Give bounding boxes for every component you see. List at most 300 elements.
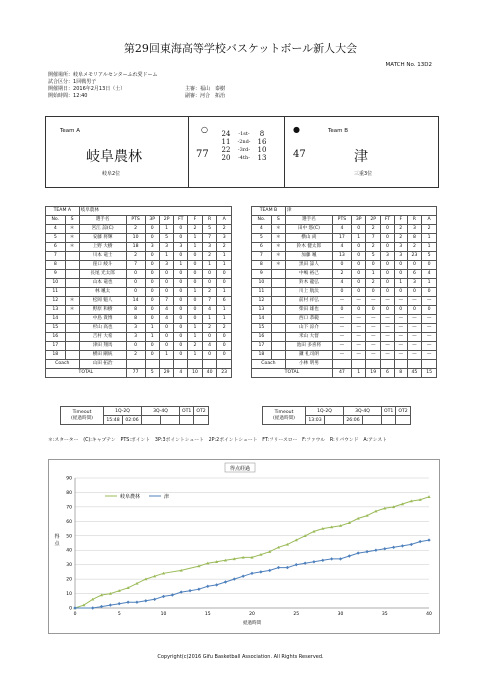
player-stat: 0 [174, 288, 188, 297]
player-stat: 0 [351, 279, 365, 288]
player-stat: ＊ [65, 306, 79, 315]
player-name: 横田 剛統 [79, 351, 126, 360]
venue-label: 開催場所 [48, 72, 69, 78]
data-point [303, 562, 306, 565]
player-stat: 4 [332, 279, 351, 288]
timeout-h4: OT2 [396, 407, 410, 416]
player-stat: 2 [394, 234, 407, 243]
player-stat: 2 [366, 243, 381, 252]
team-label: TEAM A [46, 207, 80, 216]
player-stat: 10 [126, 234, 145, 243]
player-stat: ＊ [271, 243, 285, 252]
player-row [252, 261, 437, 270]
data-point [339, 557, 342, 560]
total-value: 29 [159, 369, 174, 378]
player-row [252, 279, 437, 288]
quarter-scores [220, 130, 268, 162]
player-stat: 0 [381, 234, 395, 243]
player-stat [65, 261, 79, 270]
player-stat: 0 [381, 243, 395, 252]
match-number: MATCH No. 13D2 [385, 62, 432, 68]
data-point [365, 550, 368, 553]
player-stat: 0 [159, 342, 174, 351]
x-axis-label: 経過時間 [243, 621, 261, 626]
player-row [46, 270, 232, 279]
player-stat: 6 [407, 270, 422, 279]
player-stat: 1 [217, 252, 232, 261]
team-label: TEAM B [252, 207, 286, 216]
player-stat: 1 [159, 351, 174, 360]
player-stat: — [332, 297, 351, 306]
player-name: 川上 航汰 [285, 288, 332, 297]
player-stat: 0 [126, 279, 145, 288]
x-tick-label: 20 [249, 612, 255, 617]
team-b-score: 47 [293, 149, 306, 160]
data-point [197, 588, 200, 591]
data-point [180, 590, 183, 593]
player-row [46, 288, 232, 297]
q3-a: 22 [221, 146, 231, 154]
player-row [252, 270, 437, 279]
y-tick-label: 80 [66, 490, 72, 496]
player-stat: 0 [381, 279, 395, 288]
data-point [241, 575, 244, 578]
coach-blank [332, 360, 351, 369]
y-tick-label: 60 [66, 519, 72, 525]
timeout-cell [396, 416, 410, 425]
player-stat: 1 [188, 234, 203, 243]
player-stat: — [381, 342, 395, 351]
player-stat: 1 [217, 288, 232, 297]
player-stat: — [381, 297, 395, 306]
timeout-sub: (経過時間) [273, 415, 295, 421]
player-stat: — [407, 333, 422, 342]
player-name: 黒田 諒人 [285, 261, 332, 270]
player-stat: 0 [366, 306, 381, 315]
data-point [312, 560, 315, 563]
player-stat: 2 [202, 324, 217, 333]
player-stat: — [422, 333, 437, 342]
coach-blank [366, 360, 381, 369]
series-line [75, 497, 429, 608]
player-stat: ＊ [65, 297, 79, 306]
player-name: 長尾 光太郎 [79, 270, 126, 279]
legend-label: 津 [164, 494, 170, 500]
timeout-h2: 3Q-4Q [142, 407, 180, 416]
player-stat: 5 [422, 252, 437, 261]
score-progress-chart [48, 459, 440, 634]
player-stat: 0 [188, 270, 203, 279]
player-name: 山下 涼介 [285, 324, 332, 333]
data-point [109, 603, 112, 606]
player-stat: 7 [202, 297, 217, 306]
player-stat: 1 [159, 252, 174, 261]
player-stat: 2 [217, 324, 232, 333]
player-stat: 4 [422, 270, 437, 279]
player-stat [271, 288, 285, 297]
player-stat: 13 [46, 306, 66, 315]
player-stat: 0 [332, 288, 351, 297]
player-stat: 3 [394, 252, 407, 261]
player-row [46, 297, 232, 306]
player-stat: 0 [407, 306, 422, 315]
player-stat: 2 [407, 243, 422, 252]
player-stat: 3 [217, 234, 232, 243]
coach-blank [202, 360, 217, 369]
coach-blank [381, 360, 395, 369]
player-stat: 0 [126, 270, 145, 279]
data-point [277, 566, 280, 569]
total-value: 77 [126, 369, 145, 378]
player-stat: 4 [46, 225, 66, 234]
player-stat [65, 315, 79, 324]
column-header: S [65, 216, 79, 225]
player-name: 松岡 魁人 [79, 297, 126, 306]
player-stat [65, 351, 79, 360]
player-stat: 0 [394, 288, 407, 297]
player-stat: 0 [202, 270, 217, 279]
y-tick-label: 10 [66, 592, 72, 598]
player-stat: 3 [381, 252, 395, 261]
player-stat: 4 [202, 306, 217, 315]
player-stat: — [351, 333, 365, 342]
timeout-cell [194, 416, 208, 425]
player-stat: 1 [174, 261, 188, 270]
player-stat: — [351, 324, 365, 333]
data-point [135, 601, 138, 604]
timeout-cell [363, 416, 382, 425]
player-stat: — [407, 297, 422, 306]
player-stat: 0 [145, 279, 159, 288]
player-name: 宮江 諒(C) [79, 225, 126, 234]
data-point [206, 585, 209, 588]
player-stat: 7 [366, 234, 381, 243]
coach-blank [145, 360, 159, 369]
player-row [252, 306, 437, 315]
player-stat: 0 [159, 279, 174, 288]
event: 1回戦男子 [73, 79, 97, 85]
player-stat: ＊ [65, 243, 79, 252]
player-stat: 0 [188, 252, 203, 261]
player-stat: 18 [126, 243, 145, 252]
player-stat: — [381, 333, 395, 342]
player-stat: 2 [202, 252, 217, 261]
player-stat: — [381, 315, 395, 324]
player-stat: 0 [217, 351, 232, 360]
y-tick-label: 50 [66, 534, 72, 540]
player-stat: 3 [202, 243, 217, 252]
column-header: 3P [351, 216, 365, 225]
player-name: 池田 多喜将 [285, 342, 332, 351]
player-name: 中嶋 裕己 [285, 270, 332, 279]
player-stat: 12 [46, 297, 66, 306]
player-stat: 4 [252, 225, 272, 234]
data-point [357, 551, 360, 554]
player-stat: 4 [159, 306, 174, 315]
player-stat: ＊ [271, 225, 285, 234]
x-tick-label: 25 [293, 612, 300, 617]
q2-b: 16 [257, 138, 267, 146]
player-stat: 14 [46, 315, 66, 324]
player-stat [271, 351, 285, 360]
timeout-cell [161, 416, 180, 425]
data-point [259, 570, 262, 573]
player-stat: 0 [174, 297, 188, 306]
q1-b: 8 [259, 130, 265, 138]
data-point [401, 544, 404, 547]
player-stat: — [394, 333, 407, 342]
data-point [153, 598, 156, 601]
player-name: 横山 尚 [285, 234, 332, 243]
player-stat [65, 270, 79, 279]
player-stat: 5 [366, 252, 381, 261]
player-stat: 0 [145, 225, 159, 234]
player-stat: 2 [217, 243, 232, 252]
player-stat: 5 [252, 234, 272, 243]
q4-b: 13 [257, 154, 267, 162]
player-name: 鈴木 龍弘 [285, 279, 332, 288]
timeout-cell [325, 416, 344, 425]
data-point [171, 593, 174, 596]
player-stat: 0 [351, 252, 365, 261]
player-name: 安藤 将輝 [79, 234, 126, 243]
player-stat: 2 [394, 225, 407, 234]
column-header: FT [174, 216, 188, 225]
event-label: 試合区分 [48, 79, 69, 85]
player-stat: 0 [351, 225, 365, 234]
player-stat: 0 [174, 315, 188, 324]
player-stat [65, 342, 79, 351]
total-value: 45 [407, 369, 422, 378]
player-stat: 1 [351, 234, 365, 243]
player-stat: 0 [217, 342, 232, 351]
timeout-cell: 15:48 [104, 416, 123, 425]
column-header: FT [381, 216, 395, 225]
total-value: 8 [394, 369, 407, 378]
player-stat: 0 [351, 306, 365, 315]
timeout-h2: 3Q-4Q [344, 407, 382, 416]
player-stat: 14 [252, 315, 272, 324]
total-value: 47 [332, 369, 351, 378]
data-point [392, 546, 395, 549]
coach-blank [126, 360, 145, 369]
player-stat: 0 [126, 288, 145, 297]
player-stat: 4 [332, 225, 351, 234]
player-stat: — [422, 324, 437, 333]
total-value: 23 [217, 369, 232, 378]
player-stat: 15 [46, 324, 66, 333]
player-stat: 8 [407, 234, 422, 243]
game-info: 開催場所：岐阜メモリアルセンターふれ愛ドーム 試合区分：1回戦男子 開催期日：2016年2月13日（土） 主審 ： 福山 泰樹 開始時間：12:40 副審 ： 河合 拓治 [48, 72, 226, 99]
player-stat: 18 [46, 351, 66, 360]
q4-a: 20 [221, 154, 231, 162]
column-header: 選手名 [79, 216, 126, 225]
player-stat: 0 [381, 306, 395, 315]
player-stat: 3 [159, 261, 174, 270]
player-stat: 7 [252, 252, 272, 261]
player-stat: 1 [217, 261, 232, 270]
player-stat: 8 [252, 261, 272, 270]
player-stat: 0 [407, 288, 422, 297]
player-stat: — [422, 351, 437, 360]
x-tick-label: 40 [426, 612, 432, 617]
player-stat: 16 [46, 333, 66, 342]
x-tick-label: 35 [381, 612, 388, 617]
player-stat: 17 [332, 234, 351, 243]
player-stat: 7 [159, 297, 174, 306]
y-tick-label: 40 [66, 548, 72, 554]
timeout-label: Timeout [274, 409, 294, 415]
data-point [330, 557, 333, 560]
player-stat: 13 [332, 252, 351, 261]
coach-blank [188, 360, 203, 369]
player-stat: 17 [46, 342, 66, 351]
y-axis-label: 得 [54, 534, 60, 540]
player-stat: — [332, 315, 351, 324]
data-point [144, 599, 147, 602]
team-a-label: Team A [60, 128, 81, 134]
player-stat: 7 [126, 261, 145, 270]
team-a-rank: 岐阜2位 [102, 171, 121, 177]
player-row [46, 261, 232, 270]
q4-label: -4th- [238, 155, 250, 161]
q3-label: -3rd- [237, 147, 251, 153]
data-point [418, 540, 421, 543]
player-stat: 0 [217, 279, 232, 288]
data-point [215, 583, 218, 586]
team-a-win-mark: ○ [201, 125, 208, 134]
player-stat: 2 [332, 270, 351, 279]
player-name: 吉村 大希 [79, 333, 126, 342]
player-stat: 1 [394, 279, 407, 288]
player-stat: — [381, 324, 395, 333]
player-row [252, 342, 437, 351]
team-a-stats-table [45, 206, 232, 378]
player-row [46, 333, 232, 342]
column-header: 3P [145, 216, 159, 225]
team-a-name: 岐阜農林 [86, 149, 142, 165]
player-stat [271, 306, 285, 315]
player-name: 中島 貴博 [79, 315, 126, 324]
y-tick-label: 30 [66, 563, 72, 569]
coach-name: 山田 拓治 [79, 360, 126, 369]
column-header: 選手名 [285, 216, 332, 225]
score-summary [45, 116, 439, 188]
player-name: 川本 竜士 [79, 252, 126, 261]
player-row [46, 252, 232, 261]
player-stat: 0 [159, 324, 174, 333]
player-row [252, 297, 437, 306]
player-stat: 1 [202, 261, 217, 270]
y-tick-label: 70 [66, 505, 72, 511]
team-b-label: Team B [328, 128, 349, 134]
data-point [374, 549, 377, 552]
timeout-label: Timeout [72, 409, 92, 415]
player-stat: 3 [174, 243, 188, 252]
player-stat: — [332, 342, 351, 351]
coach-name: 小林 明男 [285, 360, 332, 369]
player-stat: 0 [366, 288, 381, 297]
player-stat: 1 [422, 279, 437, 288]
q3-b: 10 [257, 146, 267, 154]
player-stat: — [351, 351, 365, 360]
player-row [252, 351, 437, 360]
total-label: TOTAL [252, 369, 333, 378]
player-name: 林 颯太 [79, 288, 126, 297]
player-stat: — [407, 351, 422, 360]
player-stat [65, 288, 79, 297]
player-stat: 0 [174, 324, 188, 333]
player-stat [65, 279, 79, 288]
total-value: 15 [422, 369, 437, 378]
data-point [427, 538, 430, 541]
column-header: S [271, 216, 285, 225]
player-stat: 0 [351, 243, 365, 252]
player-stat: 4 [202, 342, 217, 351]
player-row [46, 243, 232, 252]
x-tick-label: 15 [204, 612, 211, 617]
player-stat: 0 [174, 234, 188, 243]
player-stat: 3 [126, 333, 145, 342]
player-stat: 2 [126, 252, 145, 261]
team-b-timeout-table [262, 406, 411, 425]
player-stat: 0 [366, 261, 381, 270]
data-point [188, 589, 191, 592]
player-stat: ＊ [65, 234, 79, 243]
player-stat: 0 [174, 333, 188, 342]
player-stat: 18 [252, 351, 272, 360]
player-name: 上野 大樹 [79, 243, 126, 252]
page-title: 第29回東海高等学校バスケットボール新人大会 [123, 42, 358, 55]
date-label: 開催期日 [48, 86, 69, 92]
player-stat: 0 [381, 261, 395, 270]
player-stat: 0 [174, 306, 188, 315]
player-name: 西口 恭範 [285, 315, 332, 324]
player-stat: 1 [422, 234, 437, 243]
coach-blank [174, 360, 188, 369]
player-stat: — [394, 342, 407, 351]
timeout-h1: 1Q-2Q [104, 407, 142, 416]
data-point [410, 543, 413, 546]
player-stat: 6 [46, 243, 66, 252]
player-stat: 1 [217, 306, 232, 315]
y-tick-label: 20 [66, 577, 72, 583]
player-stat: — [422, 342, 437, 351]
player-name: 野原 和樹 [79, 306, 126, 315]
player-stat: ＊ [271, 252, 285, 261]
player-stat: 16 [252, 333, 272, 342]
team-b-stats-table [251, 206, 437, 378]
timeout-h4: OT2 [194, 407, 208, 416]
player-stat: 8 [126, 306, 145, 315]
player-stat: 0 [174, 270, 188, 279]
player-stat: 2 [126, 351, 145, 360]
player-stat: 15 [252, 324, 272, 333]
player-row [252, 225, 437, 234]
player-name: 米山 大督 [285, 333, 332, 342]
q2-a: 11 [221, 138, 231, 146]
player-stat: 2 [126, 225, 145, 234]
total-value: 19 [366, 369, 381, 378]
time: 12:40 [73, 93, 88, 99]
chart-svg [49, 460, 439, 633]
data-point [321, 559, 324, 562]
player-row [252, 315, 437, 324]
total-value: 40 [202, 369, 217, 378]
team-name: 津 [285, 207, 436, 216]
player-stat: 1 [202, 315, 217, 324]
data-point [348, 554, 351, 557]
